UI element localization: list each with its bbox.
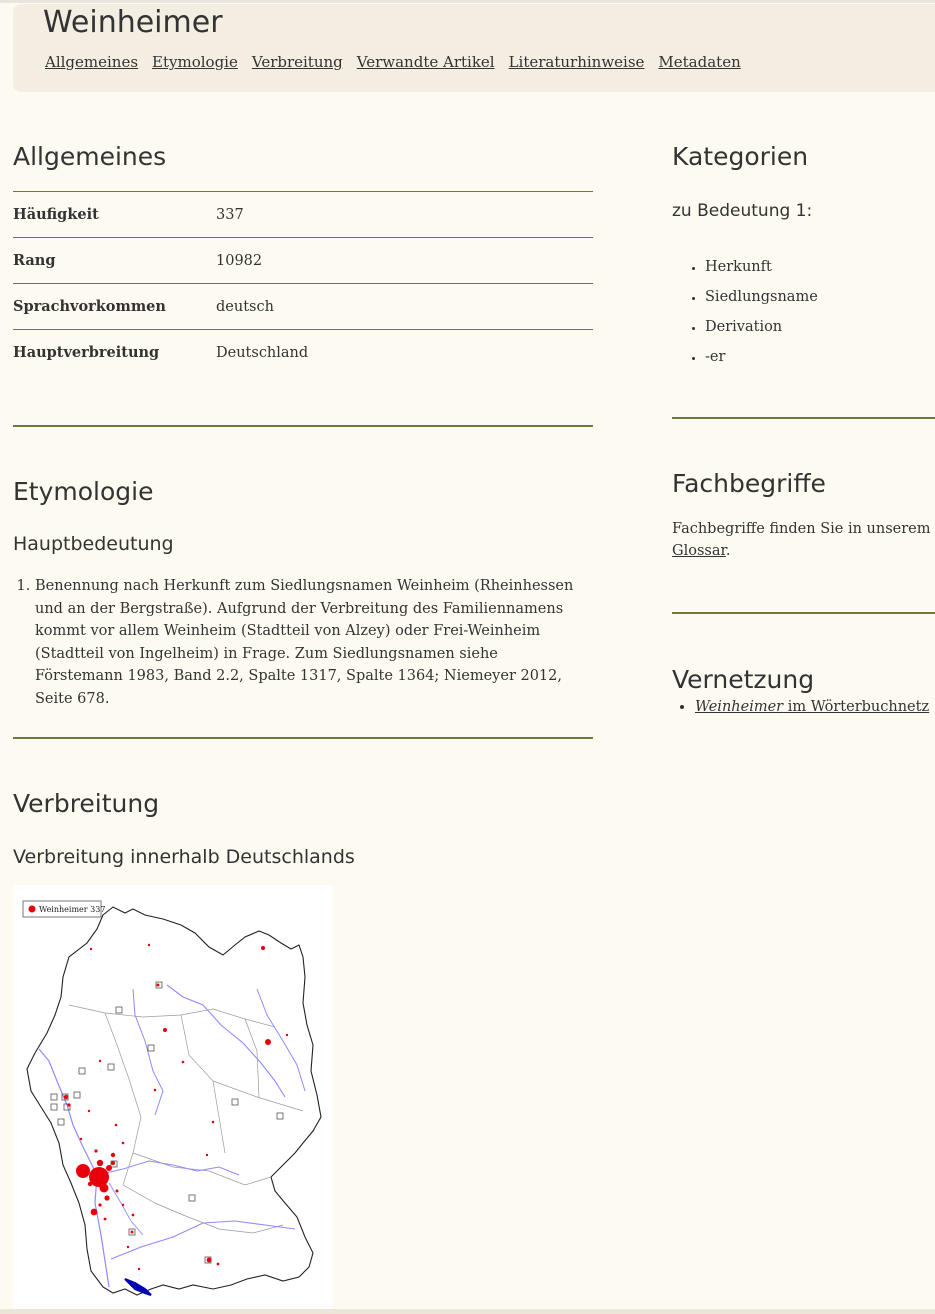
nav-link-verbreitung[interactable]: Verbreitung: [251, 53, 343, 71]
list-item: [695, 696, 929, 718]
table-row: [13, 238, 593, 284]
link-name: Weinheimer: [695, 699, 784, 715]
glossar-link[interactable]: Glossar: [672, 543, 726, 559]
info-table: [13, 191, 593, 376]
list-item: • Siedlungsname: [705, 282, 818, 312]
germany-map-svg: [13, 885, 333, 1309]
top-border: [0, 0, 935, 3]
row-key: Hauptverbreitung: [13, 330, 216, 376]
distribution-map[interactable]: [13, 885, 333, 1309]
section-heading-etymologie: Etymologie: [13, 477, 154, 506]
river-weser: [133, 989, 163, 1115]
list-item: 1. Benennung nach Herkunft zum Siedlungsnamen Weinheim (Rheinhessen und an der Bergstraße). Aufgrund der Verbreitung des Familiennamens kommt vor allem Weinheim (Stadtteil von Alzey) oder Frei-Weinheim (Stadtteil von Ingelheim) in Frage. Zum Siedlungsnamen siehe Förstemann 1983, Band 2.2, Spalte 1317, Spalte 1364; Niemeyer 2012, Seite 678.: [35, 575, 578, 710]
map-legend-label: Weinheimer 337: [39, 905, 106, 914]
page-header: [13, 4, 935, 92]
table-row: [13, 330, 593, 376]
table-row: [13, 284, 593, 330]
vernetzung-list: [672, 696, 929, 718]
list-item: • Derivation: [705, 312, 818, 342]
nav-link-etymologie[interactable]: Etymologie: [152, 53, 238, 71]
nav-link-metadaten[interactable]: Metadaten: [658, 53, 741, 71]
section-heading-fachbegriffe: Fachbegriffe: [672, 469, 826, 498]
table-row: [13, 192, 593, 238]
etymology-list: [13, 575, 578, 710]
nav-link-verwandte-artikel[interactable]: Verwandte Artikel: [356, 53, 495, 71]
page-title: Weinheimer: [43, 5, 223, 40]
section-heading-kategorien: Kategorien: [672, 142, 809, 171]
row-key: Häufigkeit: [13, 192, 216, 238]
list-item: • Herkunft: [705, 252, 818, 282]
section-divider: [672, 417, 935, 419]
row-value: deutsch: [216, 284, 593, 330]
section-nav: [45, 52, 755, 71]
section-heading-vernetzung: Vernetzung: [672, 665, 815, 694]
category-list: [672, 252, 818, 372]
river-oder: [257, 989, 305, 1091]
river-main: [97, 1161, 239, 1175]
section-heading-verbreitung: Verbreitung: [13, 789, 160, 818]
list-item: • -er: [705, 342, 818, 372]
row-key: Rang: [13, 238, 216, 284]
lake-constance: [125, 1279, 151, 1295]
section-divider: [672, 612, 935, 614]
reference-places: [51, 982, 283, 1263]
woerterbuchnetz-link[interactable]: [695, 699, 929, 715]
fachbegriffe-text: [672, 518, 935, 562]
row-value: Deutschland: [216, 330, 593, 376]
fachbegriffe-intro: Fachbegriffe finden Sie in unserem: [672, 521, 931, 537]
subheading-hauptbedeutung: Hauptbedeutung: [13, 533, 174, 555]
link-rest: im Wörterbuchnetz: [783, 699, 930, 715]
bottom-border: [0, 1309, 935, 1314]
row-value: 337: [216, 192, 593, 238]
map-legend: [23, 901, 105, 917]
nav-link-allgemeines[interactable]: Allgemeines: [45, 53, 139, 71]
section-divider: [13, 737, 593, 739]
occurrence-dots: [64, 944, 288, 1270]
section-divider: [13, 425, 593, 427]
subheading-bedeutung: zu Bedeutung 1:: [672, 201, 813, 221]
section-heading-allgemeines: Allgemeines: [13, 142, 167, 171]
nav-link-literaturhinweise[interactable]: Literaturhinweise: [508, 53, 645, 71]
subheading-verbreitung-deutschland: Verbreitung innerhalb Deutschlands: [13, 846, 355, 868]
row-key: Sprachvorkommen: [13, 284, 216, 330]
river-neckar: [109, 1183, 143, 1235]
river-danube: [111, 1221, 295, 1259]
row-value: 10982: [216, 238, 593, 284]
fachbegriffe-suffix: .: [725, 543, 731, 559]
